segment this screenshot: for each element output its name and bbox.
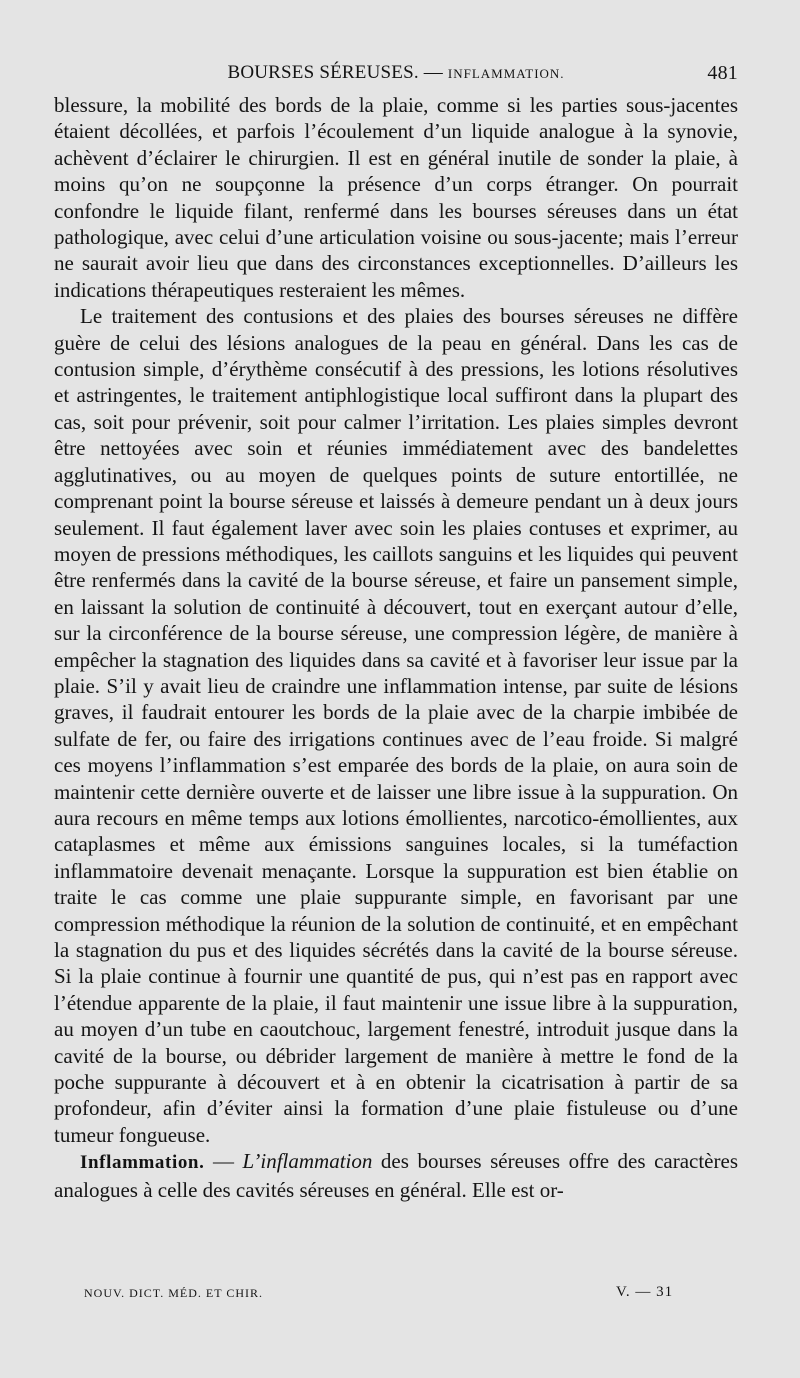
- body-text: [54, 92, 738, 1203]
- running-header: [54, 62, 738, 90]
- page-footer: [54, 1286, 738, 1306]
- running-subtitle: INFLAMMATION.: [447, 66, 565, 81]
- paragraph-treatment: Le traitement des contusions et des plaies des bourses séreuses ne diffère guère de celui des lésions analogues de la peau en général. Dans les cas de contusion simple, d’érythème consécutif à des pressions, les lotions résolutives et astringentes, le traitement antiphlogistique local suffiront dans la plupart des cas, soit pour prévenir, soit pour calmer l’irritation. Les plaies simples devront être nettoyées avec soin et réunies immédiatement avec des bandelettes agglutinatives, ou au moyen de quelques points de suture entortillée, ne comprenant point la bourse séreuse et laissés à demeure pendant un à deux jours seulement. Il faut également laver avec soin les plaies contuses et exprimer, au moyen de pressions méthodiques, les caillots sanguins et les liquides qui peuvent être renfermés dans la cavité de la bourse séreuse, et faire un pansement simple, en laissant la solution de continuité à découvert, tout en exerçant autour d’elle, sur la circonférence de la bourse séreuse, une compression légère, de manière à empêcher la stagnation des liquides dans sa cavité et à favoriser leur issue par la plaie. S’il y avait lieu de craindre une inflammation intense, par suite de lésions graves, il faudrait entourer les bords de la plaie avec de la charpie imbibée de sulfate de fer, ou faire des irrigations continues avec de l’eau froide. Si malgré ces moyens l’inflammation s’est emparée des bords de la plaie, on aura soin de maintenir cette dernière ouverte et de laisser une libre issue à la suppuration. On aura recours en même temps aux lotions émollientes, narcotico-émollientes, aux cataplasmes et même aux émissions sanguines locales, si la tuméfaction inflammatoire devenait menaçante. Lorsque la suppuration est bien établie on traite le cas comme une plaie suppurante simple, en favorisant par une compression méthodique la réunion de la solution de continuité, et en empêchant la stagnation du pus et des liquides sécrétés dans la cavité de la bourse séreuse. Si la plaie continue à fournir une quantité de pus, qui n’est pas en rapport avec l’étendue apparente de la plaie, il faut maintenir une issue libre à la suppuration, au moyen d’un tube en caoutchouc, largement fenestré, introduit jusque dans la cavité de la bourse, ou débrider largement de manière à mettre le fond de la poche suppurante à découvert et à en obtenir la cicatrisation à partir de sa profondeur, afin d’éviter ainsi la formation d’une plaie fistuleuse ou d’une tumeur fongueuse.: [54, 304, 738, 1147]
- italic-term: L’inflammation: [242, 1149, 373, 1174]
- footer-volume-sheet: V. — 31: [616, 1284, 674, 1300]
- paragraph-inflammation-text: des bourses séreuses offre des caractères analogues à celle des cavités séreuses en général. Elle est or-: [54, 1149, 738, 1202]
- footer-signature: NOUV. DICT. MÉD. ET CHIR.: [84, 1286, 264, 1300]
- section-heading: Inflammation.: [80, 1152, 205, 1174]
- running-title-text: BOURSES SÉREUSES.: [227, 62, 419, 83]
- paragraph-inflammation: [54, 1148, 738, 1203]
- header-dash: —: [418, 62, 448, 83]
- paragraph-continuation: blessure, la mobilité des bords de la plaie, comme si les parties sous-jacentes étaient décollées, et parfois l’écoulement d’un liquide analogue à la synovie, achèvent d’éclairer le chirurgien. Il est en général inutile de sonder la plaie, à moins qu’on ne soupçonne la présence d’un corps étranger. On pourrait confondre le liquide filant, renfermé dans les bourses séreuses dans un état pathologique, avec celui d’une articulation voisine ou sous-jacente; mais l’erreur ne saurait avoir lieu que dans des circonstances exceptionnelles. D’ailleurs les indications thérapeutiques resteraient les mêmes.: [54, 93, 738, 302]
- page-number: 481: [707, 62, 738, 84]
- running-title: [54, 62, 738, 84]
- section-dash: —: [204, 1149, 243, 1174]
